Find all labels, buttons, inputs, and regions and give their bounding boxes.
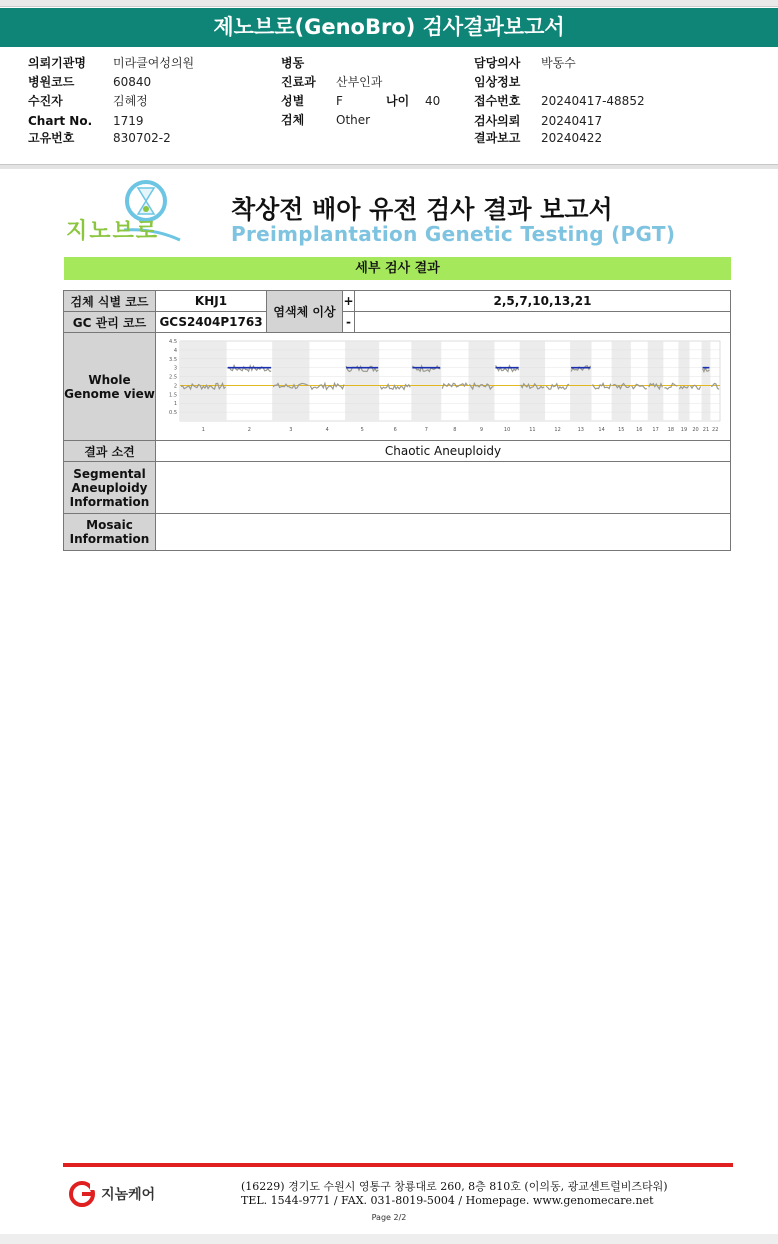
x-tick-label: 19 (680, 427, 688, 433)
report-header-title: 제노브로(GenoBro) 검사결과보고서 (0, 8, 778, 47)
x-tick-label: 3 (289, 427, 293, 433)
y-tick-label: 0.5 (169, 410, 177, 417)
y-tick-label: 1.5 (169, 392, 177, 399)
patient-info-col3 (474, 54, 645, 148)
x-tick-label: 2 (247, 427, 251, 433)
label-receipt-no: 접수번호 (474, 94, 521, 108)
x-tick-label: 11 (529, 427, 536, 433)
plus-sign: + (343, 291, 355, 312)
x-tick-label: 12 (554, 427, 561, 433)
label-sex: 성별 (281, 94, 305, 108)
y-tick-label: 1 (173, 401, 177, 408)
x-tick-label: 21 (702, 427, 710, 433)
whole-genome-chart (160, 335, 726, 435)
genomecare-logo-text: 지놈케어 (101, 1187, 156, 1203)
chromosome-band (469, 341, 495, 421)
top-border (0, 0, 778, 7)
label-request-date: 검사의뢰 (474, 114, 521, 128)
y-tick-label: 2.5 (169, 374, 177, 381)
footer-line (63, 1163, 733, 1167)
label-ward: 병동 (281, 56, 305, 70)
label-report-date: 결과보고 (474, 131, 521, 145)
label-hospital-code: 병원코드 (28, 75, 75, 89)
value-receipt-no: 20240417-48852 (541, 94, 645, 108)
chromosome-abnormality-label: 염색체 이상 (267, 291, 343, 333)
segmental-label: Segmental Aneuploidy Information (64, 462, 156, 514)
footer-contact: TEL. 1544-9771 / FAX. 031-8019-5004 / Homepage. www.genomecare.net (241, 1194, 654, 1207)
chromosome-band (612, 341, 631, 421)
value-department: 산부인과 (336, 75, 383, 89)
chromosome-band (345, 341, 379, 421)
label-chart-no: Chart No. (28, 114, 93, 128)
x-tick-label: 5 (360, 427, 364, 433)
report-title: 착상전 배아 유전 검사 결과 보고서 (231, 195, 613, 224)
footer-address-block (241, 1180, 668, 1208)
value-unique-id: 830702-2 (113, 131, 171, 145)
value-specimen: Other (336, 113, 371, 127)
value-hospital-code: 60840 (113, 75, 152, 89)
value-doctor: 박동수 (541, 56, 576, 70)
x-tick-label: 7 (424, 427, 428, 433)
loss-chromosomes (355, 312, 731, 333)
chromosome-band (702, 341, 711, 421)
y-tick-label: 2 (173, 383, 177, 390)
value-institution: 미라클여성의원 (113, 56, 195, 70)
page-number: Page 2/2 (371, 1213, 407, 1222)
x-tick-label: 16 (636, 427, 643, 433)
specimen-code-value: KHJ1 (156, 291, 267, 312)
x-tick-label: 14 (598, 427, 605, 433)
value-sex: F (336, 94, 343, 108)
chromosome-band (180, 341, 227, 421)
value-report-date: 20240422 (541, 131, 603, 145)
x-tick-label: 22 (712, 427, 719, 433)
label-unique-id: 고유번호 (28, 131, 75, 145)
genomecare-logo-icon (68, 1180, 96, 1208)
genomecare-logo (68, 1180, 155, 1208)
label-age: 나이 (386, 94, 410, 108)
whole-genome-label: Whole Genome view (64, 333, 156, 441)
chromosome-band (411, 341, 441, 421)
x-tick-label: 1 (201, 427, 205, 433)
patient-info-col1 (28, 54, 194, 148)
x-tick-label: 20 (692, 427, 699, 433)
y-tick-label: 3 (173, 365, 177, 372)
gain-chromosomes: 2,5,7,10,13,21 (355, 291, 731, 312)
y-tick-label: 4 (173, 347, 177, 354)
x-tick-label: 6 (393, 427, 397, 433)
mosaic-label: Mosaic Information (64, 514, 156, 551)
genobro-logo-text: 지노브로 (66, 219, 160, 244)
label-doctor: 담당의사 (474, 56, 521, 70)
gc-code-value: GCS2404P1763 (156, 312, 267, 333)
label-department: 진료과 (281, 75, 316, 89)
chromosome-band (272, 341, 309, 421)
report-subtitle: Preimplantation Genetic Testing (PGT) (231, 222, 676, 246)
label-specimen: 검체 (281, 113, 305, 127)
segmental-value (156, 462, 731, 514)
patient-info-col2 (281, 54, 440, 130)
gc-code-label: GC 관리 코드 (64, 312, 156, 333)
label-patient-name: 수진자 (28, 94, 63, 108)
x-tick-label: 10 (503, 427, 511, 433)
finding-label: 결과 소견 (64, 441, 156, 462)
value-chart-no: 1719 (113, 114, 144, 128)
chromosome-band (570, 341, 591, 421)
value-request-date: 20240417 (541, 114, 603, 128)
x-tick-label: 17 (652, 427, 659, 433)
chromosome-band (648, 341, 664, 421)
bottom-strip (0, 1234, 778, 1244)
x-tick-label: 15 (618, 427, 625, 433)
label-institution: 의뢰기관명 (28, 56, 86, 70)
x-tick-label: 8 (453, 427, 457, 433)
mosaic-value (156, 514, 731, 551)
x-tick-label: 18 (667, 427, 675, 433)
section-title: 세부 검사 결과 (64, 257, 731, 280)
minus-sign: - (343, 312, 355, 333)
x-tick-label: 13 (577, 427, 585, 433)
footer-address: (16229) 경기도 수원시 영통구 창룡대로 260, 8층 810호 (이의동, 광교센트럴비즈타워) (241, 1180, 668, 1193)
y-tick-label: 3.5 (169, 356, 177, 363)
finding-value: Chaotic Aneuploidy (156, 441, 731, 462)
chromosome-band (678, 341, 689, 421)
label-clinical-info: 임상정보 (474, 75, 521, 89)
chromosome-band (520, 341, 545, 421)
plot-area (180, 341, 720, 421)
results-table (63, 290, 731, 551)
specimen-code-label: 검체 식별 코드 (64, 291, 156, 312)
value-age: 40 (425, 94, 441, 108)
x-tick-label: 4 (325, 427, 329, 433)
x-tick-label: 9 (479, 427, 484, 433)
value-patient-name: 김혜정 (113, 94, 148, 108)
y-tick-label: 4.5 (169, 339, 177, 345)
header-separator (0, 164, 778, 169)
